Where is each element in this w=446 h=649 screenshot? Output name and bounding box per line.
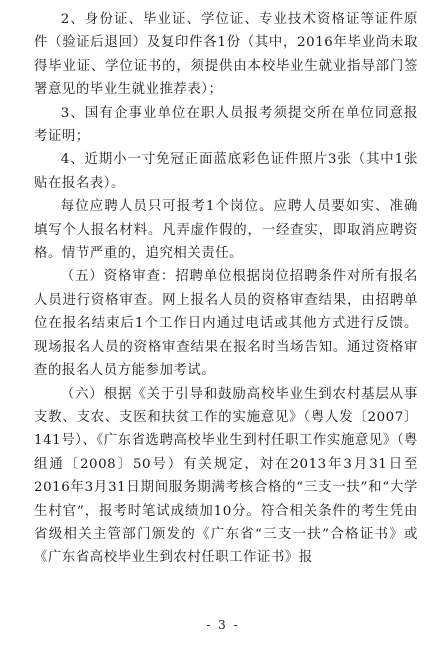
paragraph-qualification-review: （五）资格审查：招聘单位根据岗位招聘条件对所有报名人员进行资格审查。网上报名人员的资格审查结果，由招聘单位在报名结束后1个工作日内通过电话或其他方式进行反馈。现场报名人员的资格审查结果在报名时当场告知。通过资格审查的报名人员方能参加考试。 [34, 269, 418, 379]
paragraph-item-3-employer-consent: 3、国有企事业单位在职人员报考须提交所在单位同意报考证明； [34, 105, 418, 145]
paragraph-application-rules: 每位应聘人员只可报考1个岗位。应聘人员要如实、准确填写个人报名材料。凡弄虚作假的，一经查实，即取消应聘资格。情节严重的，追究相关责任。 [34, 199, 418, 262]
document-body [34, 8, 418, 570]
page-number: - 3 - [206, 618, 240, 632]
paragraph-item-4-photos: 4、近期小一寸免冠正面蓝底彩色证件照片3张（其中1张贴在报名表）。 [34, 152, 418, 191]
paragraph-bonus-points-policy: （六）根据《关于引导和鼓励高校毕业生到农村基层从事支教、支农、支医和扶贫工作的实施意见》（粤人发〔2007〕141号）、《广东省选聘高校毕业生到村任职工作实施意见》（粤组通〔2008〕50号）有关规定，対在2013年3月31日至2016年3月31日期间服务期满考核合格的“三支一扶”和“大学生村官”，报考时笔试成绩加10分。符合相关条件的考生凭由省级相关主管部门颁发的《广东省“三支一扶”合格证书》或《广东省高校毕业生到农村任职工作证书》报 [34, 386, 418, 566]
paragraph-item-2-id-documents: 2、身份证、毕业证、学位证、专业技术资格证等证件原件（验证后退回）及复印件各1份（其中，2016年毕业尚未取得毕业证、学位证书的，须提供由本校毕业生就业指导部门签署意见的毕业生就业推荐表）； [34, 12, 418, 98]
